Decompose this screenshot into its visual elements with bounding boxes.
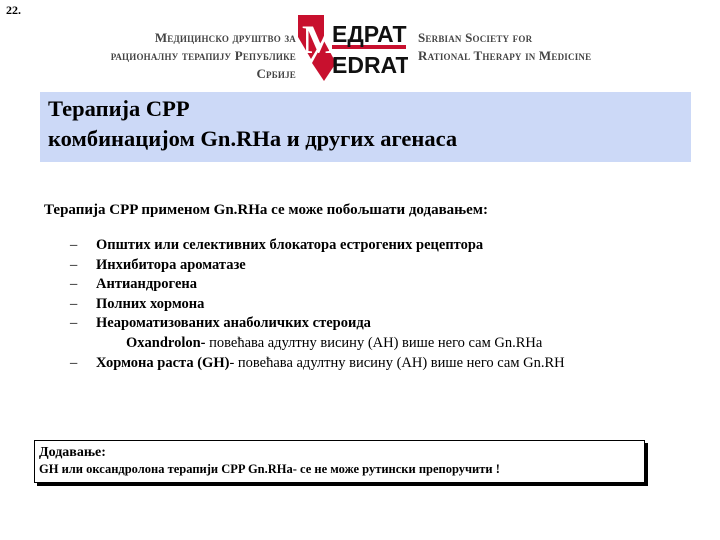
slide-number: 22. bbox=[6, 3, 21, 17]
sub-note-text bbox=[126, 334, 542, 354]
list-item-text: Полних хормона bbox=[96, 295, 205, 312]
list-item-text: Антиандрогена bbox=[96, 276, 197, 293]
slide-title-line1: Терапија CPP bbox=[48, 96, 190, 121]
org-name-serbian bbox=[70, 29, 296, 83]
bullet-dash: – bbox=[70, 315, 78, 332]
bullet-dash: – bbox=[70, 276, 78, 293]
medrat-logo-graphic bbox=[298, 15, 408, 81]
org-name-english-line2: Rational Therapy in Medicine bbox=[418, 48, 592, 63]
logo-text-latin: EDRAT bbox=[332, 52, 408, 78]
note-title: Додавање: bbox=[39, 445, 106, 460]
list-item-strong: Хормона раста (GH) bbox=[96, 354, 230, 371]
logo-letter-m: M bbox=[302, 17, 340, 62]
bullet-dash: – bbox=[70, 237, 78, 253]
slide-title-line2: комбинацијом Gn.RHa и других агенаса bbox=[48, 126, 458, 151]
bullet-dash: – bbox=[70, 295, 78, 312]
title-box bbox=[40, 92, 691, 162]
list-item-rest: - повећава адултну висину (АН) више него сам Gn.RH bbox=[229, 354, 565, 371]
note-box bbox=[34, 440, 645, 483]
list-item-text bbox=[96, 354, 565, 374]
org-name-english-line1: Serbian Society for bbox=[418, 30, 533, 45]
list-item-text: Инхибитора ароматазе bbox=[96, 256, 246, 273]
org-name-english bbox=[418, 29, 638, 65]
sub-note-rest: повећава адултну висину (АН) више него сам Gn.RHa bbox=[205, 334, 543, 351]
medrat-logo bbox=[298, 15, 408, 81]
sub-note-strong: Oxandrolon- bbox=[126, 334, 206, 351]
list-item-text: Општих или селективних блокатора естрогених рецептора bbox=[96, 237, 484, 253]
org-name-serbian-line2: рационалну терапију Републике Србије bbox=[110, 48, 296, 81]
bullet-dash: – bbox=[70, 256, 78, 273]
intro-text: Терапија CPP применом Gn.RHa се може побољшати додавањем: bbox=[44, 202, 489, 218]
bullet-dash: – bbox=[70, 354, 78, 371]
logo-text-cyrillic: ЕДРАТ bbox=[332, 21, 407, 47]
org-name-serbian-line1: Медицинско друштво за bbox=[154, 30, 296, 45]
list-item-text: Неароматизованих анаболичких стероида bbox=[96, 315, 371, 332]
note-text: GH или оксандролона терапији CPP Gn.RHa- се не може рутински препоручити ! bbox=[39, 462, 500, 476]
